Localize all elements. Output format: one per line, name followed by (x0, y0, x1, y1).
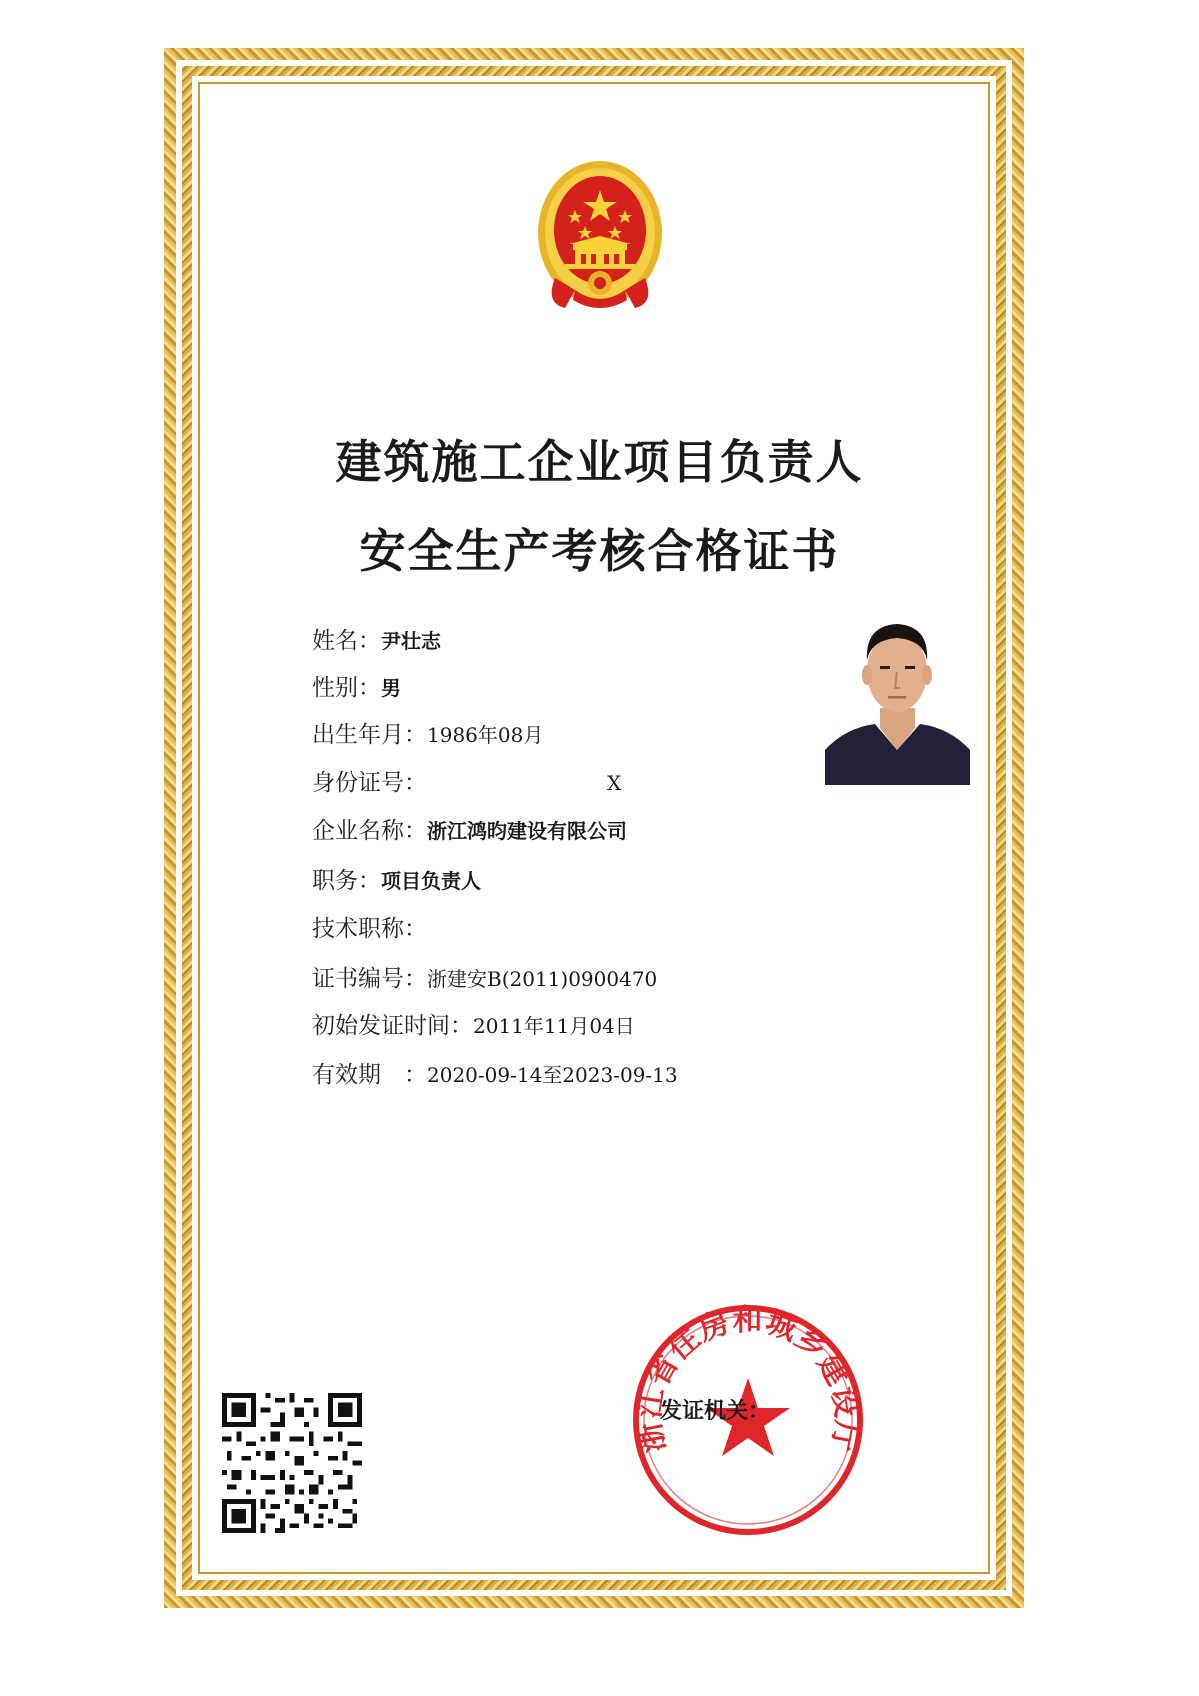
field-name-label: 姓名： (312, 628, 381, 654)
field-issue-date (312, 1007, 635, 1040)
field-birth-value: 1986年08月 (427, 723, 544, 747)
field-id-number-label: 身份证号： (312, 770, 427, 796)
certificate-title-line2: 安全生产考核合格证书 (359, 524, 840, 578)
field-name (312, 622, 441, 655)
field-id-number-value: X (607, 771, 622, 795)
field-position-value: 项目负责人 (381, 869, 481, 893)
field-gender-value: 男 (381, 676, 401, 700)
field-title (312, 910, 427, 943)
field-position-label: 职务： (312, 868, 381, 894)
field-birth (312, 716, 543, 749)
field-company-label: 企业名称： (312, 818, 427, 844)
field-cert-number-value: 浙建安B(2011)0900470 (427, 967, 658, 991)
id-redaction (427, 783, 607, 785)
portrait-photo (825, 600, 970, 785)
field-position (312, 862, 481, 895)
field-validity (312, 1056, 678, 1089)
field-name-value: 尹壮志 (381, 629, 441, 653)
certificate-title-line1: 建筑施工企业项目负责人 (335, 435, 864, 489)
field-company-value: 浙江鸿昀建设有限公司 (427, 819, 627, 843)
national-emblem-icon (535, 158, 665, 318)
qr-code-icon (222, 1393, 362, 1533)
field-gender-label: 性别： (312, 675, 381, 701)
field-cert-number (312, 960, 657, 993)
svg-text:浙江省住房和城乡建设厅: 浙江省住房和城乡建设厅 (632, 1303, 864, 1456)
issuer-label: 发证机关： (660, 1399, 771, 1424)
field-issue-date-value: 2011年11月04日 (473, 1014, 635, 1038)
field-issue-date-label: 初始发证时间： (312, 1013, 473, 1039)
field-gender (312, 669, 401, 702)
field-cert-number-label: 证书编号： (312, 966, 427, 992)
field-validity-value: 2020-09-14至2023-09-13 (427, 1063, 678, 1087)
field-title-label: 技术职称： (312, 916, 427, 942)
field-validity-label: 有效期 ： (312, 1062, 427, 1088)
field-company (312, 812, 627, 845)
field-id-number (312, 764, 621, 797)
field-birth-label: 出生年月： (312, 722, 427, 748)
